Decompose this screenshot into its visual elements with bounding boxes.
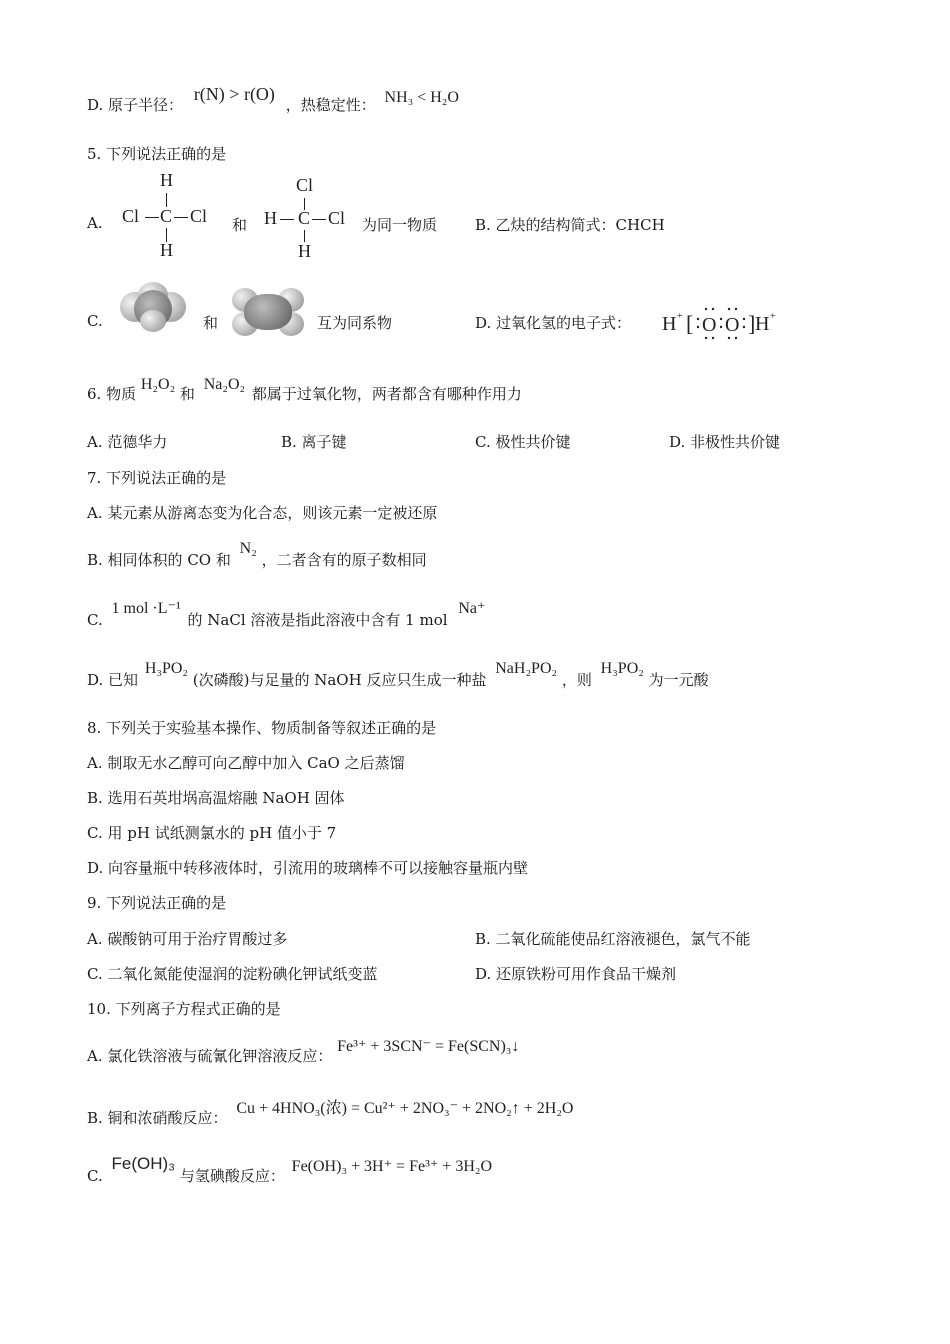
option-text: D. 原子半径： [87,96,184,114]
q8-option-b: B. 选用石英坩埚高温熔融 NaOH 固体 [87,789,345,807]
equation-a: Fe³⁺ + 3SCN⁻ = Fe(SCN)₃↓ [337,1038,520,1055]
formula-n2: N₂ [239,540,257,557]
structural-formula-2 [262,175,362,267]
option-text: (次磷酸)与足量的 NaOH 反应只生成一种盐 [192,671,487,689]
q5-option-c-text: 互为同系物 [317,314,393,332]
structural-formula-1 [118,170,218,262]
space-filling-model-1 [120,282,186,332]
svg-text:+: + [677,311,683,322]
atom-right: Cl [328,208,346,228]
q6-option-c: C. 极性共价键 [475,433,571,451]
formula-fe-oh-3: Fe(OH)₃ [111,1154,176,1173]
bond-line [280,219,294,220]
option-text: 与氢碘酸反应： [179,1167,285,1185]
formula-na-ion: Na⁺ [458,600,486,617]
q9-option-b: B. 二氧化硫能使品红溶液褪色，氯气不能 [475,930,751,948]
conjunction: 和 [232,216,248,234]
q10-option-c [87,1154,493,1186]
formula-na2o2: Na₂O₂ [203,376,246,393]
atom-top: Cl [296,175,314,195]
q8-option-a: A. 制取无水乙醇可向乙醇中加入 CaO 之后蒸馏 [87,754,405,772]
q6-stem [87,376,522,404]
svg-text:[: [ [686,311,694,336]
svg-text:H: H [755,313,770,335]
formula-radius: r(N) > r(O) [193,84,275,104]
svg-text:O: O [702,314,717,336]
q7-option-d [87,660,709,690]
bond-line [166,193,167,207]
bond-line [174,217,188,218]
atom-left: H [264,208,277,228]
stem-text: 6. 物质 [87,385,137,403]
option-text: 的 NaCl 溶液是指此溶液中含有 1 mol [187,611,448,629]
atom-left: Cl [122,206,140,226]
formula-nah2po2: NaH₂PO₂ [495,660,558,677]
stem-text: 和 [179,385,195,403]
atom-bottom: H [160,240,173,260]
formula-stability: NH₃ < H₂O [384,89,459,106]
q10-option-b [87,1100,574,1128]
option-text: ，则 [561,671,592,689]
stem-text: 都属于过氧化物，两者都含有哪种作用力 [251,385,522,403]
q5-option-a-label: A. [87,214,103,232]
space-filling-model-2 [232,286,304,338]
atom-center: C [298,208,311,228]
option-text: 为一元酸 [648,671,709,689]
q5-option-c-label: C. [87,312,103,330]
option-text: B. 相同体积的 CO 和 [87,551,231,569]
q10-stem: 10. 下列离子方程式正确的是 [87,1000,281,1018]
svg-text:+: + [770,311,776,322]
bond-line [312,219,326,220]
q9-stem: 9. 下列说法正确的是 [87,894,227,912]
option-text: A. 氯化铁溶液与硫氰化钾溶液反应： [87,1047,333,1065]
atom-center: C [160,206,173,226]
bond-line [145,217,159,218]
q8-stem: 8. 下列关于实验基本操作、物质制备等叙述正确的是 [87,719,437,737]
q6-option-b: B. 离子键 [281,433,347,451]
formula-concentration: 1 mol ·L⁻¹ [111,600,181,617]
equation-b: Cu + 4HNO₃(浓) = Cu²⁺ + 2NO₃⁻ + 2NO₂↑ + 2H₂O [236,1100,574,1117]
atom-right: Cl [190,206,208,226]
q10-option-a [87,1038,520,1066]
option-text: B. 铜和浓硝酸反应： [87,1109,228,1127]
electron-dot-formula [662,306,792,342]
svg-text:]: ] [748,311,756,336]
q7-option-a: A. 某元素从游离态变为化合态，则该元素一定被还原 [87,504,438,522]
q7-option-b [87,540,427,570]
option-text: D. 已知 [87,671,139,689]
formula-h2o2: H₂O₂ [140,376,176,393]
q6-option-d: D. 非极性共价键 [669,433,781,451]
atom-top: H [160,170,173,190]
svg-text:H: H [662,313,677,335]
q4-option-d [87,84,459,115]
q6-option-a: A. 范德华力 [87,433,168,451]
q7-option-c [87,600,486,630]
q8-option-d: D. 向容量瓶中转移液体时，引流用的玻璃棒不可以接触容量瓶内壁 [87,859,529,877]
atom-bottom: H [298,241,311,261]
svg-text:O: O [725,314,740,336]
option-text: ，二者含有的原子数相同 [261,551,427,569]
q5-stem: 5. 下列说法正确的是 [87,145,227,163]
q9-option-c: C. 二氧化氮能使湿润的淀粉碘化钾试纸变蓝 [87,965,378,983]
q9-option-a: A. 碳酸钠可用于治疗胃酸过多 [87,930,288,948]
option-text: C. [87,1167,103,1185]
q8-option-c: C. 用 pH 试纸测氯水的 pH 值小于 7 [87,824,337,842]
h2o2-lewis-structure [662,306,792,342]
conjunction: 和 [203,314,219,332]
equation-c: Fe(OH)₃ + 3H⁺ = Fe³⁺ + 3H₂O [291,1158,493,1175]
q5-option-b: B. 乙炔的结构简式：CHCH [475,216,665,234]
option-text: ，热稳定性： [285,96,376,114]
q5-option-d: D. 过氧化氢的电子式： [475,314,632,332]
formula-h3po2: H₃PO₂ [144,660,188,677]
option-text: C. [87,611,103,629]
q9-option-d: D. 还原铁粉可用作食品干燥剂 [475,965,677,983]
q5-option-a-text: 为同一物质 [362,216,438,234]
formula-h3po2: H₃PO₂ [600,660,644,677]
q7-stem: 7. 下列说法正确的是 [87,469,227,487]
